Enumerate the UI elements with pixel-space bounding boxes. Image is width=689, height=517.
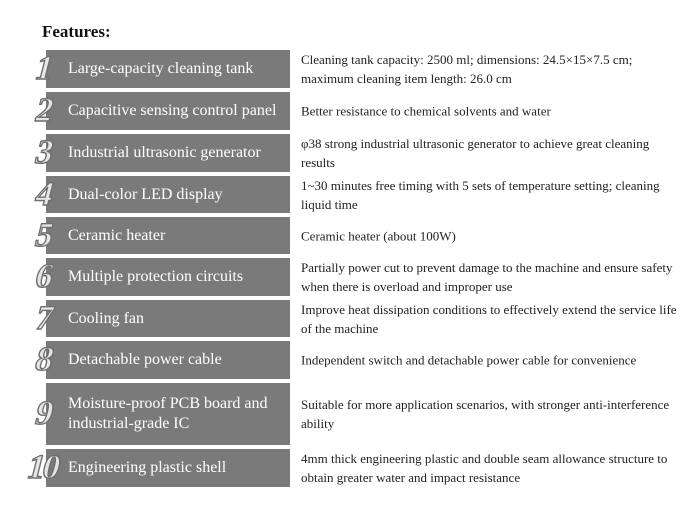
feature-row-3 — [0, 132, 689, 174]
feature-label-box — [46, 258, 290, 296]
feature-number: 10 — [23, 449, 63, 486]
feature-description: 1~30 minutes free timing with 5 sets of temperature setting; cleaning liquid time — [301, 177, 660, 212]
feature-row-5 — [0, 215, 689, 256]
feature-label-box — [46, 449, 290, 487]
feature-label-box — [46, 217, 290, 254]
feature-row-10 — [0, 447, 689, 489]
feature-number: 6 — [31, 258, 56, 295]
feature-label: Large-capacity cleaning tank — [68, 60, 254, 77]
feature-description: Cleaning tank capacity: 2500 ml; dimensions: 24.5×15×7.5 cm; maximum cleaning item length: 26.0 cm — [301, 52, 633, 86]
feature-list — [0, 48, 689, 489]
feature-row-8 — [0, 339, 689, 381]
feature-description: Ceramic heater (about 100W) — [301, 228, 456, 243]
feature-label: Engineering plastic shell — [68, 459, 227, 476]
feature-row-2 — [0, 90, 689, 132]
feature-label-box — [46, 300, 290, 337]
feature-number: 2 — [31, 92, 56, 129]
feature-label: Dual-color LED display — [68, 185, 223, 203]
feature-number: 1 — [31, 50, 56, 87]
feature-number: 7 — [31, 299, 56, 337]
feature-description: Suitable for more application scenarios, with stronger anti-interference ability — [301, 397, 670, 431]
feature-row-4 — [0, 174, 689, 215]
feature-label: Ceramic heater — [68, 226, 166, 244]
feature-label: Industrial ultrasonic generator — [68, 144, 261, 161]
feature-row-6 — [0, 256, 689, 298]
feature-description: Partially power cut to prevent damage to the machine and ensure safety when there is overload and improper use — [301, 260, 673, 294]
feature-row-7 — [0, 298, 689, 339]
feature-label-box — [46, 134, 290, 172]
feature-row-1 — [0, 48, 689, 90]
feature-label: Multiple protection circuits — [68, 268, 244, 285]
feature-label: Detachable power cable — [68, 351, 222, 368]
feature-description: Better resistance to chemical solvents and water — [301, 103, 551, 119]
feature-number: 9 — [31, 395, 56, 432]
feature-number: 8 — [31, 341, 56, 378]
feature-description: 4mm thick engineering plastic and double seam allowance structure to obtain greater water and impact resistance — [301, 451, 668, 485]
feature-label-box — [46, 92, 290, 130]
feature-label: Capacitive sensing control panel — [68, 102, 277, 119]
feature-row-9 — [0, 381, 689, 447]
feature-label: Cooling fan — [68, 309, 144, 327]
feature-number: 3 — [31, 134, 56, 171]
feature-number: 5 — [31, 216, 56, 254]
feature-description: φ38 strong industrial ultrasonic generator to achieve great cleaning results — [301, 136, 650, 170]
feature-number: 4 — [31, 175, 56, 213]
page-title: Features: — [42, 22, 111, 41]
feature-label-box — [46, 176, 290, 213]
feature-description: Improve heat dissipation conditions to effectively extend the service life of the machine — [301, 301, 677, 336]
feature-label-box — [46, 383, 290, 445]
feature-label-box — [46, 50, 290, 88]
feature-label-box — [46, 341, 290, 379]
feature-description: Independent switch and detachable power cable for convenience — [301, 352, 637, 368]
feature-label: Moisture-proof PCB board and industrial-grade IC — [68, 395, 268, 432]
